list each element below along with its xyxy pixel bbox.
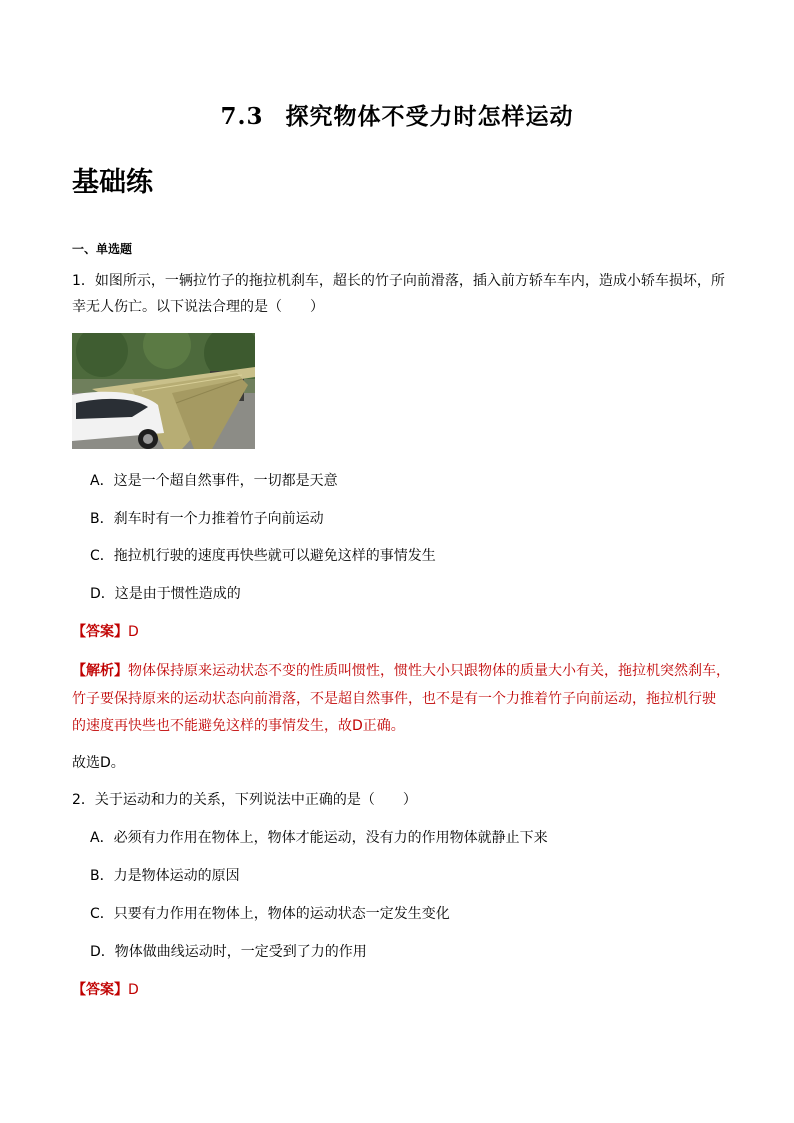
q1-answer-tag: 【答案】 xyxy=(72,624,128,640)
q1-analysis-line3: 的速度再快些也不能避免这样的事情发生，故D正确。 xyxy=(72,718,405,734)
q1-conclusion: 故选D。 xyxy=(72,755,125,771)
q1-option-a: A．这是一个超自然事件，一切都是天意 xyxy=(90,473,338,489)
q1-photo-bamboo-truck xyxy=(72,333,255,449)
section-title: 基础练 xyxy=(72,167,153,198)
q2-option-a: A．必须有力作用在物体上，物体才能运动，没有力的作用物体就静止下来 xyxy=(90,830,548,846)
q1-option-c: C．拖拉机行驶的速度再快些就可以避免这样的事情发生 xyxy=(90,548,436,564)
chapter-number: 7.3 xyxy=(220,103,264,130)
q2-answer-tag: 【答案】 xyxy=(72,982,128,998)
q1-analysis-tag: 【解析】 xyxy=(72,663,128,679)
subsection-title: 一、单选题 xyxy=(72,242,133,256)
q1-stem-line2: 幸无人伤亡。以下说法合理的是（ ） xyxy=(72,299,324,315)
q1-analysis-text1: 物体保持原来运动状态不变的性质叫惯性，惯性大小只跟物体的质量大小有关，拖拉机突然刹车， xyxy=(128,663,730,679)
q1-option-d: D．这是由于惯性造成的 xyxy=(90,586,241,602)
q2-option-b: B．力是物体运动的原因 xyxy=(90,868,240,884)
q2-option-c: C．只要有力作用在物体上，物体的运动状态一定发生变化 xyxy=(90,906,450,922)
q2-option-d: D．物体做曲线运动时，一定受到了力的作用 xyxy=(90,944,367,960)
q2-answer xyxy=(72,979,139,999)
q2-answer-value: D xyxy=(128,982,139,998)
page-title xyxy=(0,98,794,131)
q1-answer xyxy=(72,621,139,641)
q1-answer-value: D xyxy=(128,624,139,640)
q2-stem: 2．关于运动和力的关系，下列说法中正确的是（ ） xyxy=(72,792,417,808)
q1-analysis-line1 xyxy=(72,660,730,680)
q1-analysis-line2: 竹子要保持原来的运动状态向前滑落，不是超自然事件，也不是有一个力推着竹子向前运动，拖拉机行驶 xyxy=(72,691,716,707)
q1-stem-line1: 1．如图所示，一辆拉竹子的拖拉机刹车，超长的竹子向前滑落，插入前方轿车车内，造成小轿车损坏，所 xyxy=(72,273,725,289)
q1-option-b: B．刹车时有一个力推着竹子向前运动 xyxy=(90,511,324,527)
chapter-title: 探究物体不受力时怎样运动 xyxy=(285,103,574,130)
